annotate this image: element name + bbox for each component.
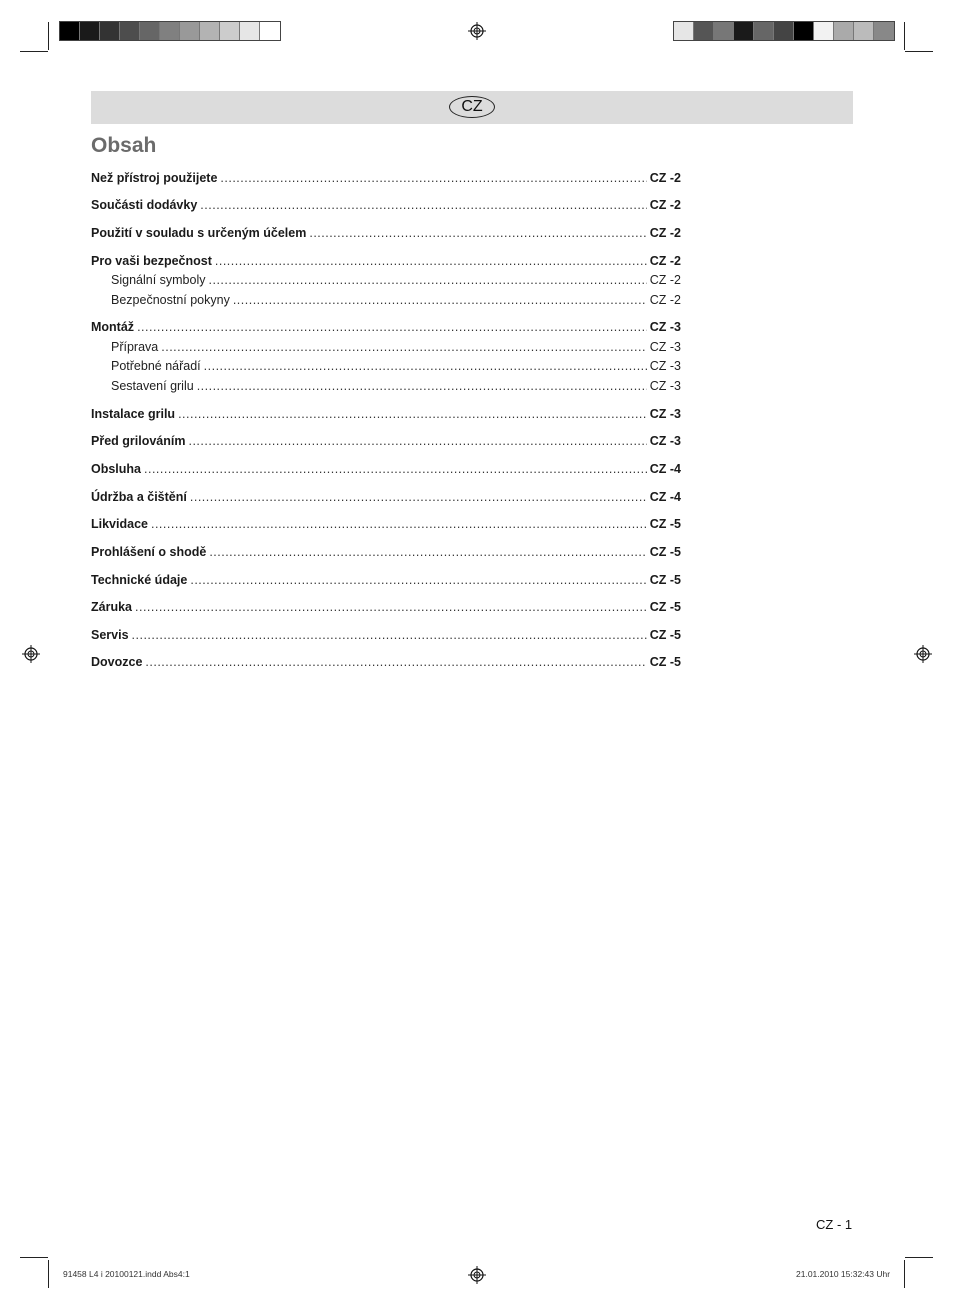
toc-entry-label: Obsluha: [91, 462, 142, 476]
color-swatch: [200, 22, 220, 40]
toc-entry-label: Záruka: [91, 600, 132, 614]
toc-dot-leader: [204, 358, 647, 374]
toc-dot-leader: [309, 225, 646, 241]
color-swatch: [834, 22, 854, 40]
toc-entry-label: Dovozce: [91, 655, 143, 669]
color-swatch: [80, 22, 100, 40]
toc-dot-leader: [188, 433, 646, 449]
color-swatch: [140, 22, 160, 40]
toc-entry-label: Než přístroj použijete: [91, 171, 218, 185]
toc-dot-leader: [190, 572, 646, 588]
toc-entry-label: Potřebné nářadí: [111, 359, 201, 373]
toc-entry-page: CZ -2: [649, 198, 681, 212]
toc-entry[interactable]: [91, 319, 681, 335]
toc-entry[interactable]: [91, 544, 681, 560]
toc-entry-label: Bezpečnostní pokyny: [111, 293, 230, 307]
toc-entry-page: CZ -3: [649, 359, 681, 373]
toc-dot-leader: [132, 627, 647, 643]
toc-entry-label: Součásti dodávky: [91, 198, 198, 212]
print-slug-file: 91458 L4 i 20100121.indd Abs4:1: [63, 1269, 190, 1279]
crop-mark: [20, 1257, 48, 1258]
toc-entry-label: Technické údaje: [91, 573, 188, 587]
toc-dot-leader: [209, 544, 646, 560]
crop-mark: [20, 51, 48, 52]
toc-entry[interactable]: [91, 170, 681, 186]
toc-entry-label: Montáž: [91, 320, 135, 334]
crop-mark: [905, 1257, 933, 1258]
toc-entry[interactable]: [91, 489, 681, 505]
toc-entry[interactable]: [111, 339, 681, 355]
toc-dot-leader: [215, 253, 647, 269]
color-swatch: [814, 22, 834, 40]
toc-entry-page: CZ -4: [649, 490, 681, 504]
toc-dot-leader: [151, 516, 647, 532]
toc-entry-page: CZ -4: [649, 462, 681, 476]
toc-entry-label: Prohlášení o shodě: [91, 545, 207, 559]
crop-mark: [904, 1260, 905, 1288]
toc-entry[interactable]: [91, 572, 681, 588]
toc-entry-page: CZ -2: [649, 273, 681, 287]
toc-dot-leader: [233, 292, 647, 308]
toc-dot-leader: [178, 406, 647, 422]
toc-dot-leader: [161, 339, 647, 355]
color-swatch: [714, 22, 734, 40]
toc-entry-page: CZ -5: [649, 573, 681, 587]
toc-entry-label: Příprava: [111, 340, 159, 354]
color-swatch: [674, 22, 694, 40]
toc-entry-page: CZ -5: [649, 655, 681, 669]
color-calibration-bar-right: [673, 21, 895, 41]
toc-entry[interactable]: [91, 461, 681, 477]
color-swatch: [180, 22, 200, 40]
toc-entry-label: Použití v souladu s určeným účelem: [91, 226, 307, 240]
color-swatch: [100, 22, 120, 40]
toc-dot-leader: [144, 461, 647, 477]
toc-entry-label: Instalace grilu: [91, 407, 176, 421]
toc-dot-leader: [145, 654, 646, 670]
color-swatch: [794, 22, 814, 40]
toc-entry-page: CZ -2: [649, 226, 681, 240]
language-badge: CZ: [449, 96, 495, 118]
toc-entry[interactable]: [91, 516, 681, 532]
toc-entry-label: Servis: [91, 628, 129, 642]
page-number: CZ - 1: [816, 1217, 853, 1232]
toc-dot-leader: [200, 197, 646, 213]
toc-entry-page: CZ -3: [649, 340, 681, 354]
color-swatch: [120, 22, 140, 40]
toc-entry-label: Likvidace: [91, 517, 148, 531]
toc-entry[interactable]: [91, 406, 681, 422]
toc-entry-page: CZ -3: [649, 379, 681, 393]
color-swatch: [854, 22, 874, 40]
toc-entry-page: CZ -2: [649, 254, 681, 268]
registration-mark-icon: [468, 1266, 486, 1284]
toc-entry[interactable]: [111, 272, 681, 288]
color-swatch: [734, 22, 754, 40]
toc-entry-page: CZ -3: [649, 407, 681, 421]
toc-entry[interactable]: [91, 433, 681, 449]
toc-entry-page: CZ -2: [649, 171, 681, 185]
toc-entry[interactable]: [111, 292, 681, 308]
registration-mark-icon: [468, 22, 486, 40]
color-swatch: [60, 22, 80, 40]
toc-entry[interactable]: [91, 225, 681, 241]
toc-entry-page: CZ -5: [649, 517, 681, 531]
toc-dot-leader: [220, 170, 646, 186]
crop-mark: [905, 51, 933, 52]
toc-entry-page: CZ -3: [649, 320, 681, 334]
color-calibration-bar-left: [59, 21, 281, 41]
toc-entry[interactable]: [91, 253, 681, 269]
toc-entry-label: Pro vaši bezpečnost: [91, 254, 212, 268]
color-swatch: [260, 22, 280, 40]
crop-mark: [48, 22, 49, 50]
color-swatch: [240, 22, 260, 40]
toc-dot-leader: [137, 319, 647, 335]
toc-entry-label: Sestavení grilu: [111, 379, 194, 393]
toc-entry-page: CZ -3: [649, 434, 681, 448]
crop-mark: [904, 22, 905, 50]
toc-entry-label: Signální symboly: [111, 273, 206, 287]
toc-entry-page: CZ -5: [649, 545, 681, 559]
toc-entry-label: Údržba a čištění: [91, 490, 187, 504]
print-slug-date: 21.01.2010 15:32:43 Uhr: [796, 1269, 891, 1279]
color-swatch: [774, 22, 794, 40]
toc-entry[interactable]: [91, 627, 681, 643]
registration-mark-icon: [914, 645, 932, 663]
color-swatch: [160, 22, 180, 40]
toc-dot-leader: [135, 599, 647, 615]
toc-entry[interactable]: [91, 654, 681, 670]
toc-entry-page: CZ -2: [649, 293, 681, 307]
toc-entry[interactable]: [111, 378, 681, 394]
crop-mark: [48, 1260, 49, 1288]
color-swatch: [874, 22, 894, 40]
toc-dot-leader: [190, 489, 647, 505]
color-swatch: [754, 22, 774, 40]
color-swatch: [220, 22, 240, 40]
color-swatch: [694, 22, 714, 40]
toc-entry[interactable]: [91, 197, 681, 213]
toc-dot-leader: [209, 272, 647, 288]
page-title: Obsah: [91, 134, 157, 157]
toc-entry-page: CZ -5: [649, 600, 681, 614]
toc-entry-page: CZ -5: [649, 628, 681, 642]
registration-mark-icon: [22, 645, 40, 663]
toc-entry[interactable]: [111, 358, 681, 374]
toc-entry[interactable]: [91, 599, 681, 615]
toc-entry-label: Před grilováním: [91, 434, 186, 448]
toc-dot-leader: [197, 378, 647, 394]
